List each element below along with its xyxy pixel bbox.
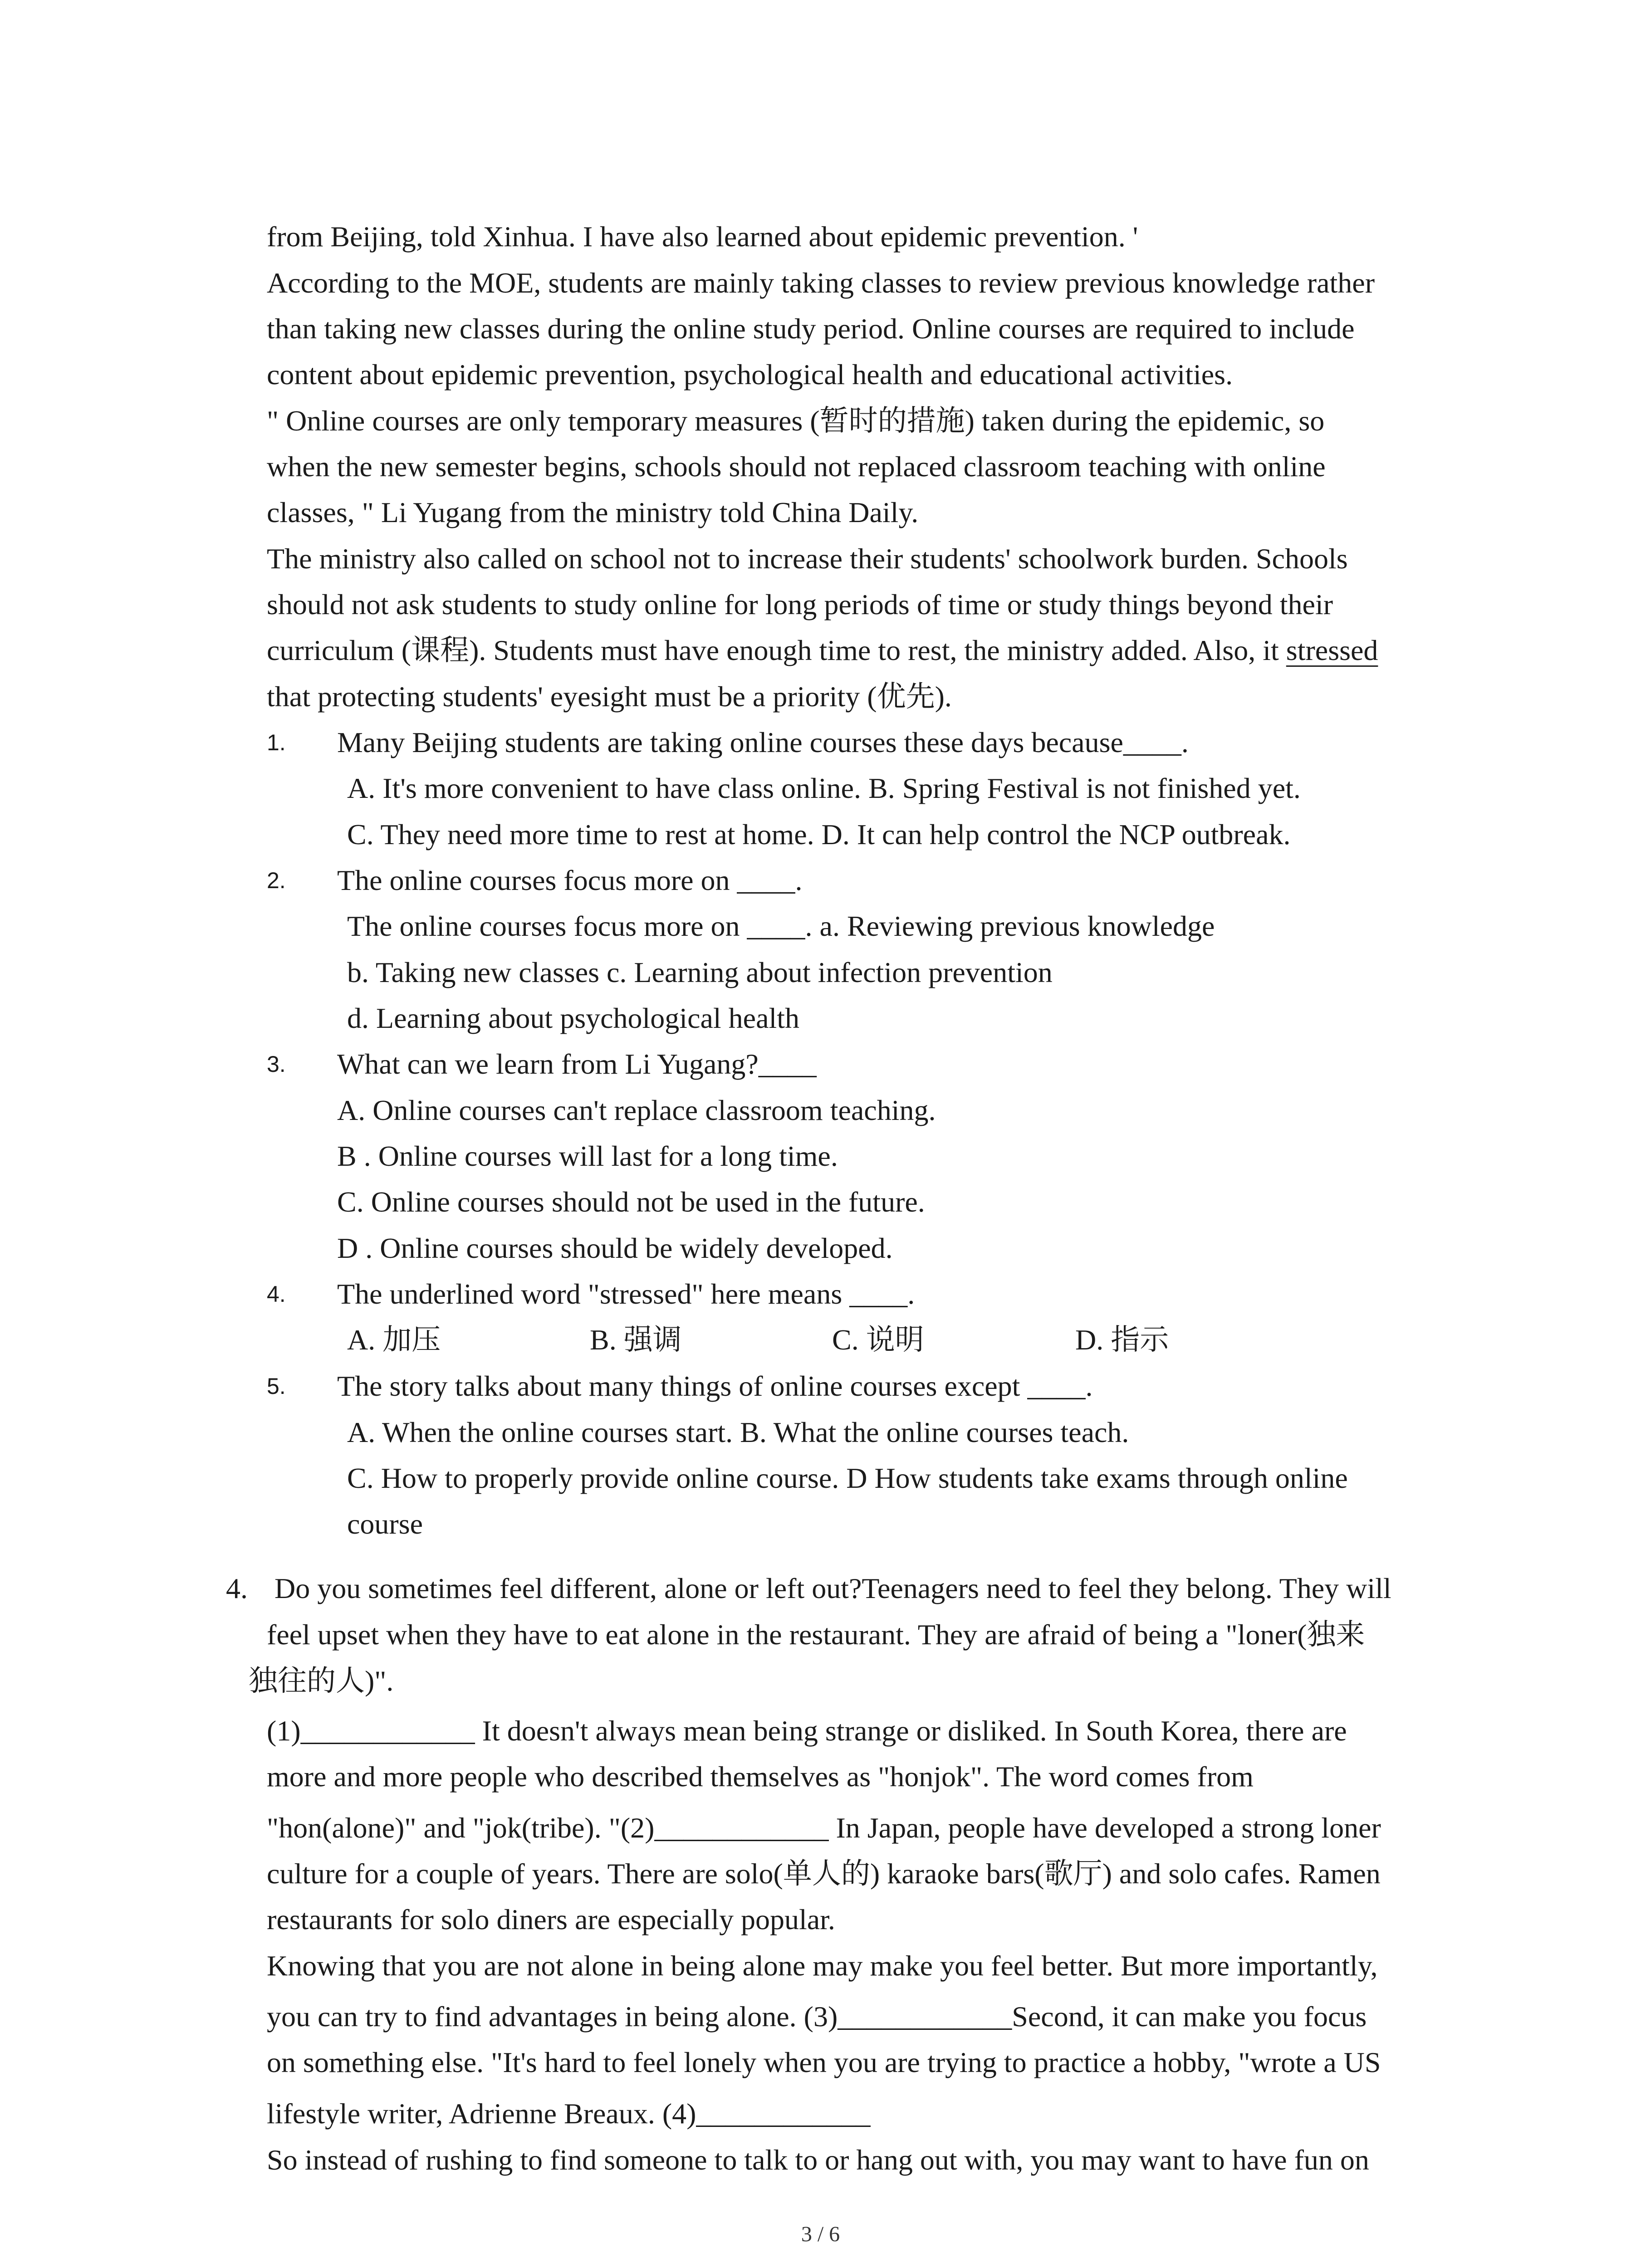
passage-text: Second, it can make you focus: [1012, 2000, 1367, 2033]
passage-line: 独往的人)".: [249, 1665, 394, 1697]
question-stem: What can we learn from Li Yugang?____: [337, 1048, 817, 1080]
answer-options: C. How to properly provide online course. D How students take exams through online: [347, 1462, 1348, 1494]
question-number: 5.: [267, 1374, 286, 1399]
passage-line: The ministry also called on school not to increase their students' schoolwork burden. Schools: [267, 543, 1348, 575]
question-number: 4.: [267, 1281, 286, 1307]
answer-options: course: [347, 1508, 423, 1540]
answer-options: d. Learning about psychological health: [347, 1002, 800, 1034]
answer-options: A. It's more convenient to have class online. B. Spring Festival is not finished yet.: [347, 772, 1301, 804]
passage-text: you can try to find advantages in being alone. (3): [267, 2000, 838, 2033]
passage-line: [267, 1716, 1347, 1745]
answer-option: C. Online courses should not be used in the future.: [337, 1186, 925, 1218]
passage-line: that protecting students' eyesight must be a priority (优先).: [267, 680, 952, 713]
passage-line: more and more people who described themselves as "honjok". The word comes from: [267, 1760, 1254, 1793]
question-stem: The story talks about many things of online courses except ____.: [337, 1370, 1093, 1402]
passage-text: "hon(alone)" and "jok(tribe). "(2): [267, 1812, 655, 1844]
answer-options: b. Taking new classes c. Learning about infection prevention: [347, 956, 1053, 988]
answer-option: B. 强调: [590, 1324, 682, 1356]
passage-line: culture for a couple of years. There are solo(单人的) karaoke bars(歌厅) and solo cafes. Ramen: [267, 1857, 1381, 1890]
passage-line: from Beijing, told Xinhua. I have also learned about epidemic prevention. ': [267, 220, 1138, 253]
answer-option: D . Online courses should be widely developed.: [337, 1232, 893, 1264]
answer-options: C. They need more time to rest at home. D. It can help control the NCP outbreak.: [347, 818, 1291, 850]
passage-line: [267, 2099, 870, 2128]
answer-blank-2[interactable]: ____________: [654, 1812, 829, 1844]
answer-option: B . Online courses will last for a long time.: [337, 1140, 838, 1172]
passage-line: [267, 1813, 1381, 1843]
passage-line: So instead of rushing to find someone to talk to or hang out with, you may want to have fun on: [267, 2144, 1369, 2176]
question-number: 1.: [267, 730, 286, 755]
question-stem: Many Beijing students are taking online courses these days because____.: [337, 726, 1189, 758]
passage-line: Do you sometimes feel different, alone or left out?Teenagers need to feel they belong. They will: [274, 1572, 1391, 1604]
answer-option: A. 加压: [347, 1324, 441, 1356]
question-stem: The underlined word "stressed" here means ____.: [337, 1278, 915, 1310]
passage-line: According to the MOE, students are mainly taking classes to review previous knowledge rather: [267, 267, 1375, 299]
answer-options: The online courses focus more on ____. a. Reviewing previous knowledge: [347, 910, 1215, 942]
passage-text: curriculum (课程). Students must have enough time to rest, the ministry added. Also, it: [267, 634, 1286, 666]
answer-options: A. When the online courses start. B. What the online courses teach.: [347, 1416, 1129, 1448]
passage-line: Knowing that you are not alone in being alone may make you feel better. But more importantly,: [267, 1950, 1378, 1982]
passage-text: (1): [267, 1715, 301, 1747]
passage-line: when the new semester begins, schools should not replaced classroom teaching with online: [267, 450, 1326, 483]
answer-option: D. 指示: [1075, 1324, 1169, 1356]
passage-text: It doesn't always mean being strange or disliked. In South Korea, there are: [475, 1715, 1347, 1747]
underlined-word: stressed: [1286, 634, 1378, 666]
passage-text: In Japan, people have developed a strong loner: [828, 1812, 1381, 1844]
answer-blank-4[interactable]: ____________: [696, 2097, 871, 2130]
question-stem: The online courses focus more on ____.: [337, 864, 803, 896]
answer-blank-1[interactable]: ____________: [300, 1715, 475, 1747]
passage-line: feel upset when they have to eat alone in the restaurant. They are afraid of being a "loner(独来: [267, 1618, 1365, 1651]
passage-line: restaurants for solo diners are especially popular.: [267, 1903, 835, 1936]
answer-blank-3[interactable]: ____________: [838, 2000, 1012, 2033]
passage-line: than taking new classes during the online study period. Online courses are required to include: [267, 313, 1355, 345]
passage-line: content about epidemic prevention, psychological health and educational activities.: [267, 358, 1233, 391]
section-number: 4.: [226, 1572, 248, 1604]
passage-line: should not ask students to study online for long periods of time or study things beyond their: [267, 588, 1333, 621]
passage-text: lifestyle writer, Adrienne Breaux. (4): [267, 2097, 696, 2130]
passage-line: [267, 636, 1378, 665]
answer-option: C. 说明: [832, 1324, 924, 1356]
question-number: 3.: [267, 1051, 286, 1077]
passage-line: " Online courses are only temporary measures (暂时的措施) taken during the epidemic, so: [267, 405, 1325, 437]
passage-line: on something else. "It's hard to feel lonely when you are trying to practice a hobby, "wrote a US: [267, 2046, 1381, 2078]
passage-line: classes, " Li Yugang from the ministry told China Daily.: [267, 496, 919, 528]
page-number: 3 / 6: [801, 2222, 840, 2246]
answer-option: A. Online courses can't replace classroom teaching.: [337, 1094, 936, 1126]
passage-line: [267, 2002, 1367, 2031]
question-number: 2.: [267, 868, 286, 893]
